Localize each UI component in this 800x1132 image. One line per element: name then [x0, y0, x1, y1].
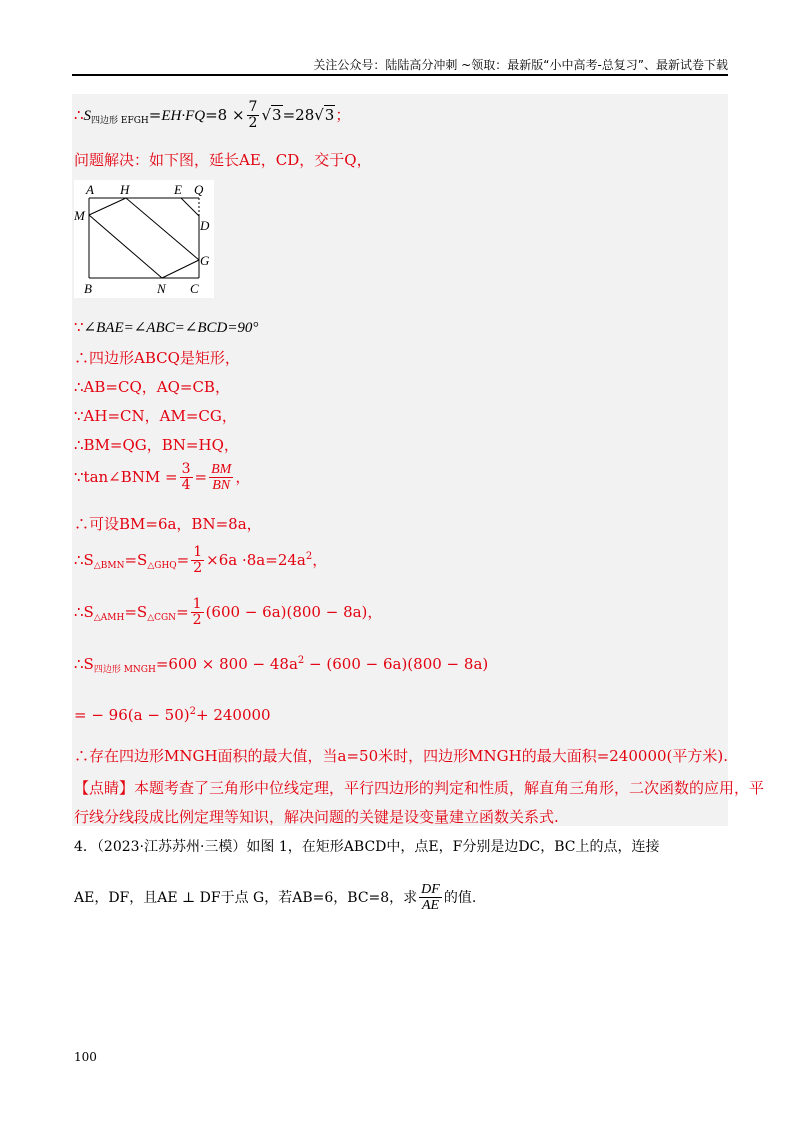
note-line-1: 【点睛】本题考查了三角形中位线定理，平行四边形的判定和性质，解直角三角形，二次函数的应用，平	[74, 779, 765, 797]
note-line-2: 行线分线段成比例定理等知识，解决问题的关键是设变量建立函数关系式.	[74, 808, 559, 826]
label-q: Q	[194, 182, 204, 197]
line-area-efgh: $\therefore S_{四边形 EFGH}=EH\cdot FQ=8$ × $\frac{7}{2}$ √3=28√3；	[74, 99, 351, 132]
figure-svg	[74, 180, 214, 298]
label-a: A	[86, 182, 94, 197]
line-area-mngh: $\therefore S_{四边形 MNGH}=600 \times 800 - 48a^2 - (600 - 6a)(800 - 8a)$	[74, 655, 489, 675]
label-n: N	[157, 281, 166, 296]
line-tan-bnm: ∵tan∠BNM = $\frac{3}{4}$ = $\frac{BM}{BN}$ ，	[74, 461, 251, 494]
line-vertex-form: = − $96(a - 50)^2+ 240000$	[74, 706, 271, 724]
line-bm-qg: ∴BM=QG，BN=HQ，	[74, 436, 239, 454]
line-rectangle: ∴四边形ABCQ是矩形，	[74, 349, 240, 367]
label-b: B	[84, 281, 92, 296]
rectangle-figure	[74, 180, 214, 298]
label-h: H	[120, 182, 130, 197]
question-4-line-2: AE，DF，且AE ⊥ DF于点 G，若AB=6，BC=8，求 $\frac{DF}{AE}$ 的值.	[74, 882, 477, 914]
label-m: M	[74, 208, 85, 223]
label-e: E	[174, 182, 182, 197]
line-ab-cq: ∴AB=CQ，AQ=CB，	[74, 378, 230, 396]
page-number: 100	[74, 1050, 97, 1064]
question-4-line-1: 4．（2023·江苏苏州·三模）如图 1，在矩形ABCD中，点E，F分别是边DC，BC上的点，连接	[74, 839, 660, 855]
header-rule	[72, 74, 728, 76]
label-d: D	[200, 218, 210, 233]
label-g: G	[200, 253, 210, 268]
line-area-bmn: $\therefore S_{\triangle BMN}=S_{\triangle GHQ}=$ $\frac{1}{2}$ $\times 6a \cdot 8a=24a^2$，	[74, 544, 328, 577]
line-max-area: ∴存在四边形MNGH面积的最大值，当a=50米时，四边形MNGH的最大面积=240000(平方米).	[74, 747, 728, 765]
label-c: C	[190, 281, 199, 296]
line-ah-cn: ∵AH=CN，AM=CG，	[74, 407, 237, 425]
line-area-amh: $\therefore S_{\triangle AMH}=S_{\triangle CGN}=$ $\frac{1}{2}$ (600 − 6a)(800 − 8a)，	[74, 596, 383, 629]
page-header: 关注公众号：陆陆高分冲刺 ~领取：最新版“小中高考-总复习”、最新试卷下载	[313, 58, 728, 72]
line-let-bm: ∴可设BM=6a，BN=8a，	[74, 515, 262, 533]
line-right-angles: ∵∠BAE=∠ABC=∠BCD=90°	[74, 318, 259, 336]
line-problem-solving: 问题解决：如下图，延长AE，CD，交于Q，	[74, 151, 372, 169]
